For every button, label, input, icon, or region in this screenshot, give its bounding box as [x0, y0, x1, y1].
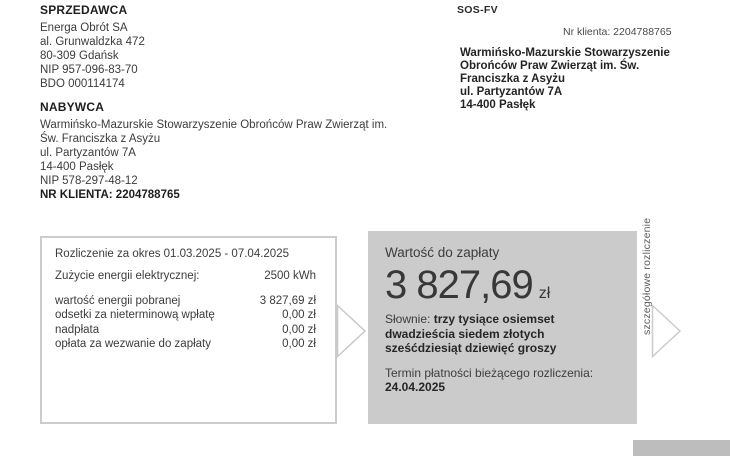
billing-rows	[55, 294, 316, 352]
usage-label: Zużycie energii elektrycznej:	[55, 270, 200, 282]
buyer-name: Warmińsko-Mazurskie Stowarzyszenie Obrońców Praw Zwierząt im.	[40, 119, 388, 131]
seller-address	[40, 21, 440, 91]
recipient-line: Warmińsko-Mazurskie Stowarzyszenie	[460, 47, 670, 59]
buyer-name-2: Św. Franciszka z Asyżu	[40, 133, 161, 145]
buyer-street: ul. Partyzantów 7A	[40, 147, 136, 159]
row-value: 0,00 zł	[282, 323, 316, 336]
row-value: 3 827,69 zł	[259, 294, 316, 307]
due-date-value: 24.04.2025	[385, 380, 446, 394]
table-row	[55, 323, 316, 338]
row-value: 0,00 zł	[282, 338, 316, 350]
amount-in-words-label: Słownie:	[385, 312, 434, 326]
recipient-line: Obrońców Praw Zwierząt im. Św.	[460, 59, 640, 72]
seller-bdo: BDO 000114174	[40, 78, 125, 90]
row-label: wartość energii pobranej	[55, 294, 181, 307]
amount-currency: zł	[538, 285, 551, 302]
billing-period-title: Rozliczenie za okres 01.03.2025 - 07.04.2025	[55, 248, 289, 260]
row-label: nadpłata	[55, 323, 100, 336]
recipient-line: 14-400 Pasłęk	[460, 98, 536, 111]
seller-heading: SPRZEDAWCA	[40, 3, 128, 17]
buyer-nip: NIP 578-297-48-12	[40, 175, 138, 187]
table-row	[55, 294, 316, 309]
due-date-block	[385, 366, 621, 395]
payment-box	[368, 231, 637, 424]
horizontal-scrollbar-thumb[interactable]	[633, 440, 730, 456]
invoice-page: SPRZEDAWCA Energa Obrót SA al. Grunwaldzka 472 80-309 Gdańsk NIP 957-096-83-70 BDO 000114174 NABYWCA Warmińsko-Mazurskie Stowarzyszenie Obrońców Praw Zwierząt im. Św. Franciszka z Asyżu ul. Partyzantów 7A 14-400 Pasłęk NIP 578-297-48-12 NR KLIENTA: 2204788765 SOS-FV Nr klienta: 2204788765 Warmińsko-Mazurskie Stowarzyszenie Obrońców Praw Zwierząt im. Św. Franciszka z Asyżu ul. Partyzantów 7A 14-400 Pasłęk Rozliczenie za okres 01.03.2025 - 07.04.2025 Zużycie energii elektrycznej: 2500 kWh wartość energii pobranej 3 827,69 zł odsetki za nieterminową wpłatę 0,00 zł nadpłata 0,00 zł opłata za wezwanie do zapłaty 0,00 zł Wartość do zapłaty 3 827,69 zł Słownie: trzy tysiące osiemset dwadzieścia siedem złotych sześćdziesiąt dziewięć groszy Termin płatności bieżącego rozliczenia: 24.04.2025 szczegółowe rozliczenie	[0, 0, 730, 456]
recipient-address-block	[460, 47, 710, 112]
amount-in-words-text: trzy tysiące osiemset dwadzieścia siedem złotych sześćdziesiąt dziewięć groszy	[385, 312, 557, 355]
due-date-label: Termin płatności bieżącego rozliczenia:	[385, 365, 594, 380]
chevron-right-icon[interactable]	[651, 304, 683, 358]
buyer-heading: NABYWCA	[40, 100, 105, 114]
recipient-line: Franciszka z Asyżu	[460, 72, 566, 85]
billing-summary-box	[40, 236, 337, 424]
amount-row	[385, 264, 621, 306]
amount-in-words	[385, 312, 623, 356]
client-number-label: Nr klienta: 2204788765	[563, 26, 672, 38]
parties-column	[40, 3, 440, 202]
usage-row	[55, 269, 316, 284]
seller-nip: NIP 957-096-83-70	[40, 64, 138, 76]
chevron-right-icon	[336, 304, 368, 358]
buyer-city: 14-400 Pasłęk	[40, 161, 114, 173]
seller-street: al. Grunwaldzka 472	[40, 36, 145, 48]
amount-value: 3 827,69	[385, 263, 533, 307]
recipient-line: ul. Partyzantów 7A	[460, 85, 563, 98]
row-value: 0,00 zł	[282, 309, 316, 321]
table-row	[55, 337, 316, 352]
row-label: opłata za wezwanie do zapłaty	[55, 338, 211, 350]
buyer-client-number: NR KLIENTA: 2204788765	[40, 189, 180, 201]
seller-city: 80-309 Gdańsk	[40, 50, 119, 62]
seller-name: Energa Obrót SA	[40, 22, 128, 34]
buyer-address	[40, 118, 440, 202]
document-code: SOS-FV	[457, 4, 498, 16]
usage-value: 2500 kWh	[264, 270, 316, 282]
row-label: odsetki za nieterminową wpłatę	[55, 309, 215, 321]
table-row	[55, 308, 316, 323]
amount-due-title: Wartość do zapłaty	[385, 245, 500, 260]
